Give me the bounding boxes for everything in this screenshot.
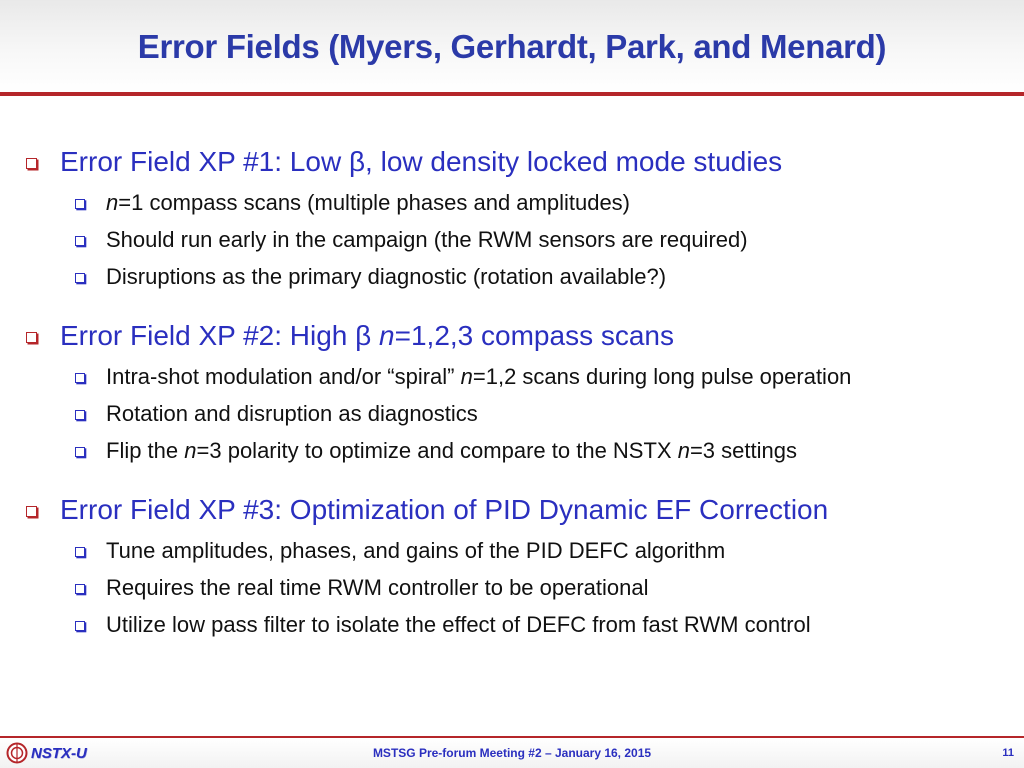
square-bullet-icon <box>26 158 37 169</box>
bullet-item: Utilize low pass filter to isolate the effect of DEFC from fast RWM control <box>106 612 811 637</box>
square-bullet-icon <box>26 332 37 343</box>
square-bullet-icon <box>75 447 85 457</box>
bullet-item: Flip the n=3 polarity to optimize and compare to the NSTX n=3 settings <box>106 438 797 463</box>
meeting-label: MSTSG Pre-forum Meeting #2 – January 16, 2015 <box>372 746 652 760</box>
section-heading: Error Field XP #3: Optimization of PID Dynamic EF Correction <box>60 494 829 525</box>
bullet-item: Tune amplitudes, phases, and gains of the PID DEFC algorithm <box>106 538 726 563</box>
bullet-item: Rotation and disruption as diagnostics <box>106 401 478 426</box>
slide-footer <box>0 738 1024 768</box>
logo-text: NSTX-U <box>31 744 87 762</box>
header-divider <box>0 92 1024 96</box>
bullet-item: Disruptions as the primary diagnostic (rotation available?) <box>106 264 667 289</box>
section-heading: Error Field XP #1: Low β, low density locked mode studies <box>60 146 783 177</box>
square-bullet-icon <box>75 199 85 209</box>
square-bullet-icon <box>26 506 37 517</box>
square-bullet-icon <box>75 373 85 383</box>
slide-title: Error Fields (Myers, Gerhardt, Park, and Menard) <box>137 28 887 65</box>
square-bullet-icon <box>75 236 85 246</box>
square-bullet-icon <box>75 273 85 283</box>
square-bullet-icon <box>75 584 85 594</box>
square-bullet-icon <box>75 410 85 420</box>
bullet-item: Intra-shot modulation and/or “spiral” n=1,2 scans during long pulse operation <box>106 364 852 389</box>
bullet-item: Should run early in the campaign (the RWM sensors are required) <box>106 227 748 252</box>
section-heading: Error Field XP #2: High β n=1,2,3 compass scans <box>60 320 674 351</box>
page-number: 11 <box>1002 747 1014 759</box>
square-bullet-icon <box>75 621 85 631</box>
bullet-item: Requires the real time RWM controller to be operational <box>106 575 649 600</box>
square-bullet-icon <box>75 547 85 557</box>
slide-header <box>0 0 1024 92</box>
bullet-item: n=1 compass scans (multiple phases and amplitudes) <box>106 190 631 215</box>
